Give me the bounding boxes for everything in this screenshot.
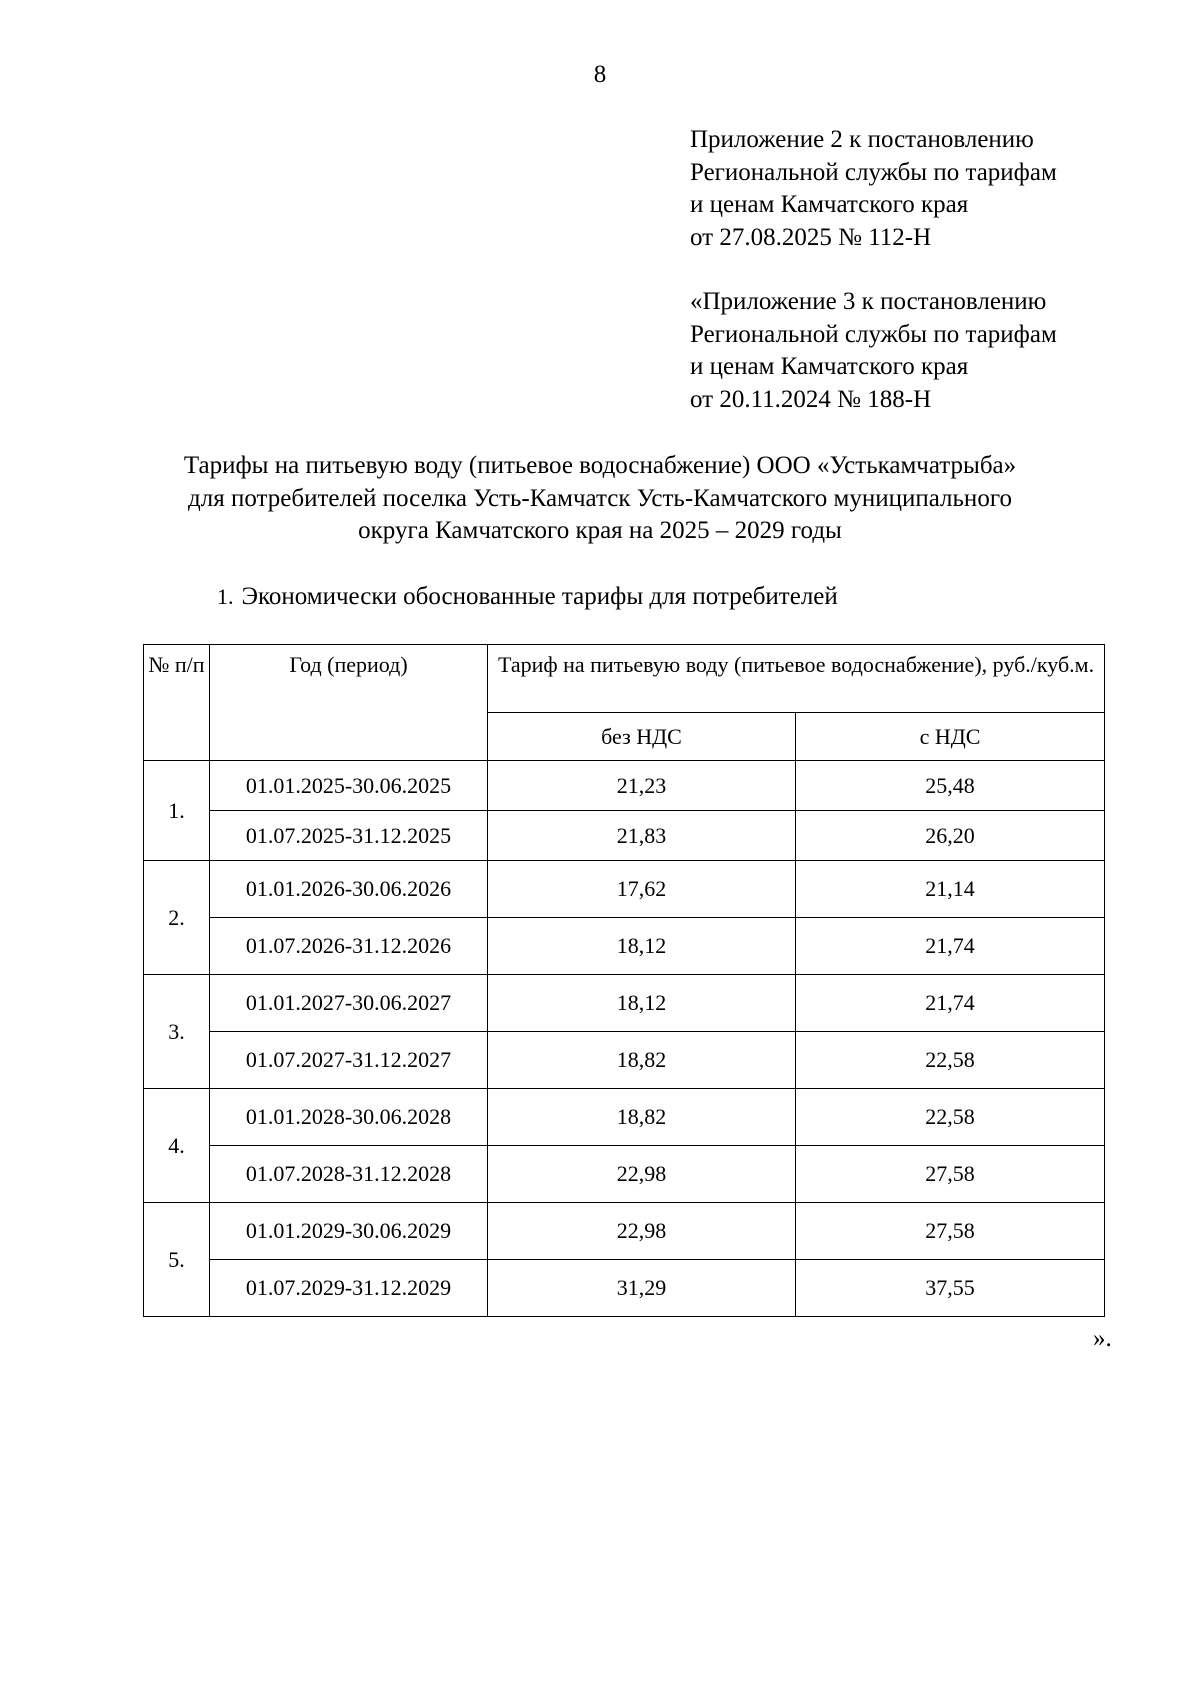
section-heading [217,582,838,612]
title-line: округа Камчатского края на 2025 – 2029 годы [358,517,842,544]
tariff-without-vat-cell: 21,23 [488,761,796,811]
header-period: Год (период) [210,645,488,761]
table-row [144,761,1105,811]
tariff-without-vat-cell: 18,82 [488,1089,796,1146]
title-line: для потребителей поселка Усть-Камчатск Усть-Камчатского муниципального [188,484,1012,512]
table-row [144,811,1105,861]
header-number: № п/п [144,645,210,761]
table-row [144,1203,1105,1260]
section-number: 1. [217,584,234,609]
period-cell: 01.07.2029-31.12.2029 [210,1260,488,1317]
tariff-with-vat-cell: 27,58 [796,1203,1105,1260]
tariff-without-vat-cell: 18,12 [488,975,796,1032]
tariff-with-vat-cell: 21,14 [796,861,1105,918]
appendix-line: Региональной службы по тарифам [690,158,1057,186]
section-text: Экономически обоснованные тарифы для потребителей [241,583,838,610]
header-with-vat: с НДС [796,713,1105,761]
table-row [144,975,1105,1032]
row-number: 5. [144,1203,210,1317]
period-cell: 01.01.2028-30.06.2028 [210,1089,488,1146]
tariff-with-vat-cell: 21,74 [796,918,1105,975]
tariff-without-vat-cell: 17,62 [488,861,796,918]
appendix-reference-old [690,286,1170,416]
title-line: Тарифы на питьевую воду (питьевое водоснабжение) ООО «Устькамчатрыба» [183,452,1017,479]
tariff-with-vat-cell: 25,48 [796,761,1105,811]
table-row [144,1032,1105,1089]
period-cell: 01.07.2027-31.12.2027 [210,1032,488,1089]
period-cell: 01.01.2027-30.06.2027 [210,975,488,1032]
tariff-without-vat-cell: 22,98 [488,1146,796,1203]
header-tariff: Тариф на питьевую воду (питьевое водоснабжение), руб./куб.м. [488,645,1105,713]
tariff-with-vat-cell: 22,58 [796,1089,1105,1146]
period-cell: 01.01.2026-30.06.2026 [210,861,488,918]
table-row [144,1260,1105,1317]
period-cell: 01.01.2029-30.06.2029 [210,1203,488,1260]
tariff-without-vat-cell: 18,82 [488,1032,796,1089]
tariff-with-vat-cell: 37,55 [796,1260,1105,1317]
tariff-with-vat-cell: 22,58 [796,1032,1105,1089]
tariff-without-vat-cell: 31,29 [488,1260,796,1317]
row-number: 2. [144,861,210,975]
period-cell: 01.07.2028-31.12.2028 [210,1146,488,1203]
closing-quote-mark: ». [1093,1325,1112,1352]
tariff-without-vat-cell: 18,12 [488,918,796,975]
period-cell: 01.01.2025-30.06.2025 [210,761,488,811]
tariff-with-vat-cell: 26,20 [796,811,1105,861]
tariff-with-vat-cell: 27,58 [796,1146,1105,1203]
table-row [144,1146,1105,1203]
appendix-reference-new [690,124,1170,254]
period-cell: 01.07.2026-31.12.2026 [210,918,488,975]
appendix-line: от 20.11.2024 № 188-Н [690,385,932,413]
page-number: 8 [593,61,607,88]
row-number: 1. [144,761,210,861]
appendix-line: и ценам Камчатского края [690,353,969,380]
row-number: 4. [144,1089,210,1203]
tariff-without-vat-cell: 21,83 [488,811,796,861]
header-without-vat: без НДС [488,713,796,761]
table-row [144,861,1105,918]
appendix-line: «Приложение 3 к постановлению [690,288,1047,315]
appendix-line: Региональной службы по тарифам [690,320,1057,348]
appendix-line: и ценам Камчатского края [690,191,969,218]
table-row [144,918,1105,975]
period-cell: 01.07.2025-31.12.2025 [210,811,488,861]
appendix-line: Приложение 2 к постановлению [690,126,1034,153]
tariff-without-vat-cell: 22,98 [488,1203,796,1260]
document-title [100,450,1100,548]
table-row [144,1089,1105,1146]
appendix-line: от 27.08.2025 № 112-Н [690,223,932,251]
tariff-with-vat-cell: 21,74 [796,975,1105,1032]
table-header-row [144,645,1105,713]
row-number: 3. [144,975,210,1089]
tariff-table [143,644,1105,1317]
